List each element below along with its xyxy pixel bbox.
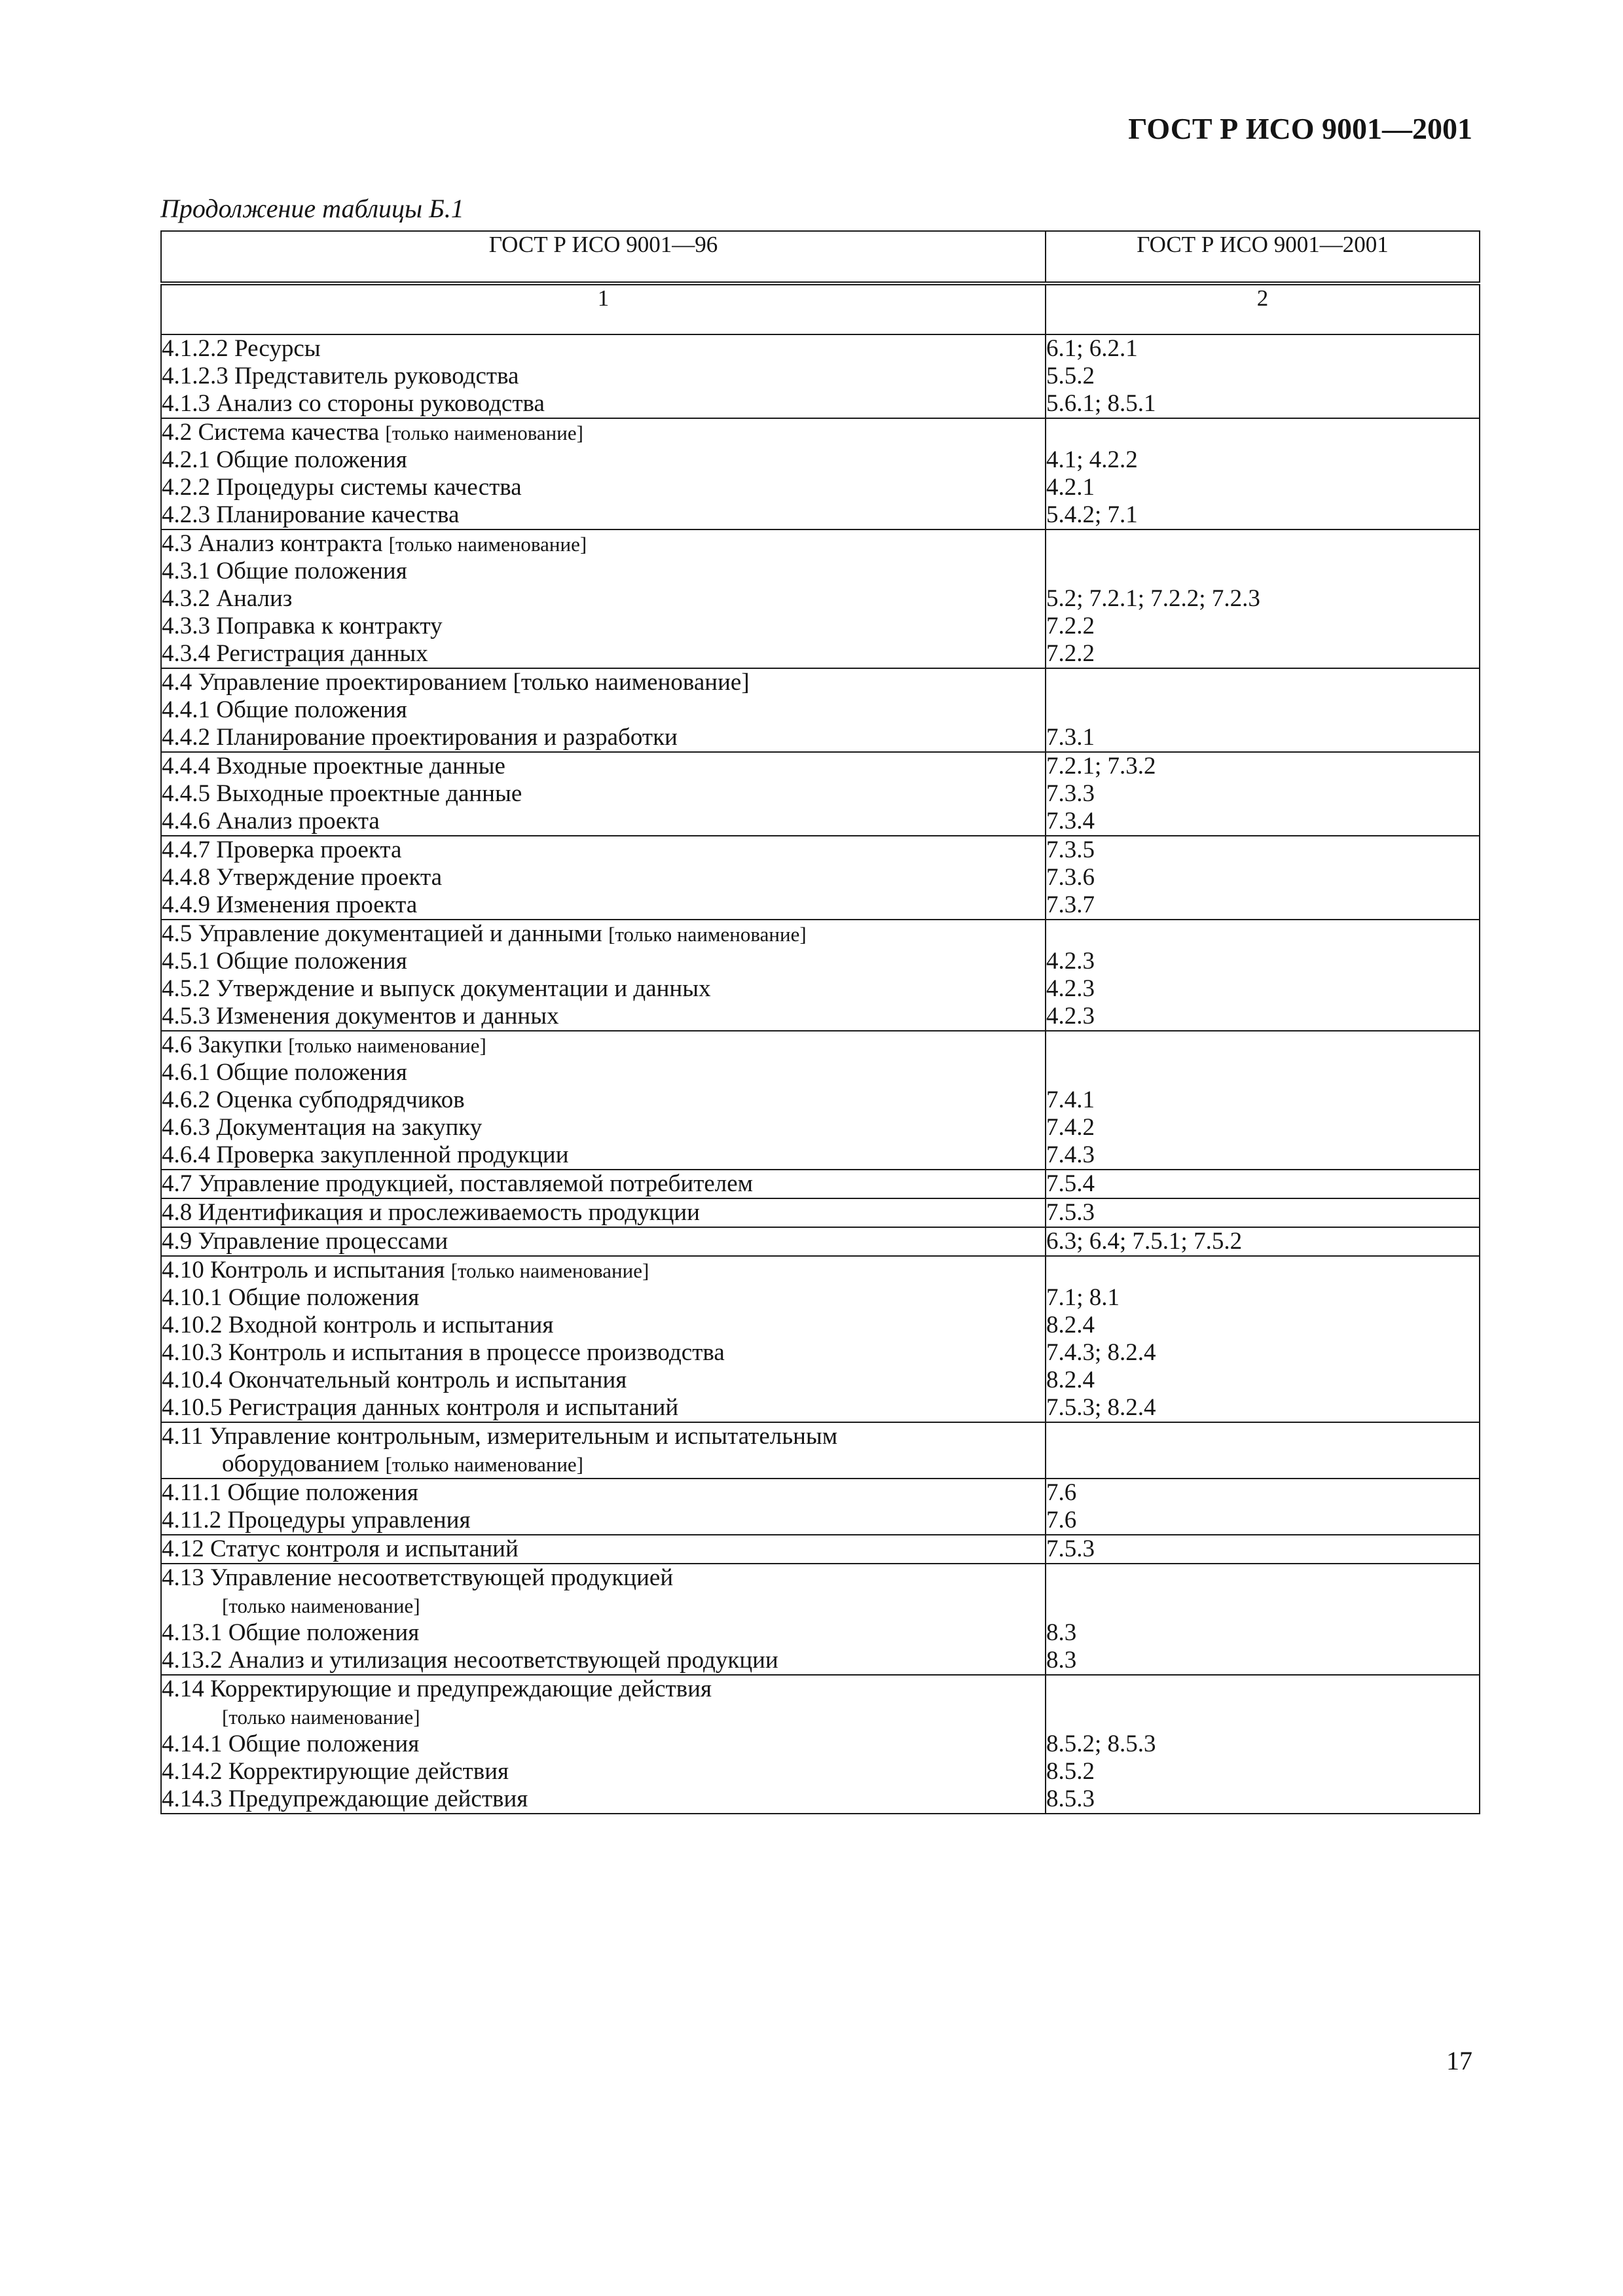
table-caption: Продолжение таблицы Б.1 [160, 194, 464, 223]
clause-cell-new [1046, 668, 1480, 752]
reference-line: 4.2.3 [1046, 948, 1095, 975]
clause-cell-new [1046, 1170, 1480, 1198]
clause-text: 4.5.2 Утверждение и выпуск документации и данных [162, 975, 711, 1002]
clause-line [162, 696, 1045, 724]
table-row [161, 1564, 1480, 1675]
column-header-old-standard: ГОСТ Р ИСО 9001—96 [161, 231, 1046, 283]
clause-cell-old [161, 1422, 1046, 1479]
clause-cell-old [161, 1031, 1046, 1170]
reference-line [1046, 419, 1479, 446]
clause-text: 4.1.3 Анализ со стороны руководства [162, 390, 545, 417]
clause-text: 4.2.1 Общие положения [162, 446, 407, 473]
reference-line [1046, 1592, 1479, 1619]
clause-line [162, 1647, 1045, 1674]
table-row [161, 1675, 1480, 1814]
clause-cell-old [161, 1227, 1046, 1256]
table-row [161, 1422, 1480, 1479]
clause-note: [только наименование] [288, 1034, 486, 1057]
reference-line: 7.4.2 [1046, 1114, 1095, 1141]
reference-line: 7.6 [1046, 1479, 1077, 1506]
clause-cell-new [1046, 418, 1480, 529]
clause-line [162, 1450, 1045, 1478]
reference-line: 6.3; 6.4; 7.5.1; 7.5.2 [1046, 1228, 1243, 1255]
clause-line [162, 1141, 1045, 1169]
clause-line [162, 1676, 1045, 1703]
clause-line [162, 808, 1045, 835]
clause-cell-new [1046, 1198, 1480, 1227]
clause-cell-old [161, 418, 1046, 529]
clause-text: 4.4 Управление проектированием [только наименование] [162, 669, 750, 696]
reference-line: 5.6.1; 8.5.1 [1046, 390, 1156, 417]
clause-text: оборудованием [222, 1450, 386, 1477]
clause-line [162, 1339, 1045, 1367]
reference-line: 6.1; 6.2.1 [1046, 335, 1138, 362]
clause-line [162, 585, 1045, 613]
reference-line [1046, 1703, 1479, 1731]
reference-line: 4.2.3 [1046, 975, 1095, 1002]
reference-line: 8.2.4 [1046, 1312, 1095, 1338]
clause-text: 4.3.4 Регистрация данных [162, 640, 428, 667]
clause-line [162, 1592, 1045, 1619]
table-row [161, 529, 1480, 668]
clause-cell-old [161, 1564, 1046, 1675]
clause-line [162, 1423, 1045, 1450]
clause-line [162, 1535, 1045, 1563]
clause-line [162, 335, 1045, 363]
clause-line [162, 1507, 1045, 1534]
clause-text: 4.4.7 Проверка проекта [162, 836, 402, 863]
reference-line: 7.1; 8.1 [1046, 1284, 1120, 1311]
clause-line [162, 1114, 1045, 1141]
clause-line [162, 1785, 1045, 1813]
clause-cell-new [1046, 334, 1480, 418]
clause-cell-old [161, 334, 1046, 418]
page-number: 17 [1446, 2046, 1472, 2075]
reference-line: 4.2.1 [1046, 474, 1095, 501]
clause-cell-old [161, 1198, 1046, 1227]
reference-line: 8.3 [1046, 1647, 1077, 1674]
reference-line: 7.3.4 [1046, 808, 1095, 834]
reference-line [1046, 530, 1479, 558]
clause-cell-old [161, 920, 1046, 1031]
clause-text: 4.6 Закупки [162, 1031, 289, 1058]
reference-line: 7.2.1; 7.3.2 [1046, 753, 1156, 780]
clause-cell-new [1046, 1227, 1480, 1256]
clause-cell-old [161, 752, 1046, 836]
clause-cell-new [1046, 1675, 1480, 1814]
clause-cell-new [1046, 920, 1480, 1031]
clause-line [162, 753, 1045, 780]
reference-line: 7.5.4 [1046, 1170, 1095, 1197]
clause-text: 4.8 Идентификация и прослеживаемость продукции [162, 1199, 700, 1226]
document-header: ГОСТ Р ИСО 9001—2001 [1128, 112, 1472, 145]
column-numbers-row [161, 283, 1480, 334]
clause-cell-old [161, 1535, 1046, 1564]
clause-cell-old [161, 1675, 1046, 1814]
table-row [161, 836, 1480, 920]
clause-line [162, 1312, 1045, 1339]
clause-note: [только наименование] [385, 422, 583, 444]
clause-text: 4.11.1 Общие положения [162, 1479, 418, 1506]
clause-text: 4.13.1 Общие положения [162, 1619, 420, 1646]
clause-cell-old [161, 668, 1046, 752]
clause-line [162, 501, 1045, 529]
clause-line [162, 1228, 1045, 1255]
reference-line: 7.3.1 [1046, 724, 1095, 751]
clause-line [162, 474, 1045, 501]
reference-line: 7.3.5 [1046, 836, 1095, 863]
column-number-2: 2 [1046, 283, 1480, 334]
clause-text: 4.9 Управление процессами [162, 1228, 448, 1255]
clause-text: 4.3.3 Поправка к контракту [162, 613, 443, 639]
clause-cell-old [161, 836, 1046, 920]
clause-text: 4.4.4 Входные проектные данные [162, 753, 505, 780]
clause-text: 4.4.5 Выходные проектные данные [162, 780, 522, 807]
clause-cell-new [1046, 1479, 1480, 1535]
clause-text: 4.14.1 Общие положения [162, 1731, 420, 1757]
clause-text: 4.12 Статус контроля и испытаний [162, 1535, 519, 1562]
reference-line [1046, 1676, 1479, 1703]
table-row [161, 1479, 1480, 1535]
clause-note: [только наименование] [608, 923, 807, 946]
clause-cell-new [1046, 1422, 1480, 1479]
clause-text: 4.5.1 Общие положения [162, 948, 407, 975]
table-row [161, 752, 1480, 836]
clause-cell-old [161, 1170, 1046, 1198]
clause-text: 4.6.3 Документация на закупку [162, 1114, 483, 1141]
clause-line [162, 613, 1045, 640]
clause-text: 4.7 Управление продукцией, поставляемой потребителем [162, 1170, 754, 1197]
reference-line: 7.3.7 [1046, 891, 1095, 918]
clause-line [162, 891, 1045, 919]
reference-line: 7.2.2 [1046, 613, 1095, 639]
reference-line: 7.3.3 [1046, 780, 1095, 807]
clause-line [162, 446, 1045, 474]
table-row [161, 1198, 1480, 1227]
clause-text: 4.4.8 Утверждение проекта [162, 864, 443, 891]
clause-cell-old [161, 1479, 1046, 1535]
reference-line [1046, 696, 1479, 724]
correspondence-table [160, 230, 1480, 1814]
table-row [161, 1227, 1480, 1256]
clause-text: 4.14 Корректирующие и предупреждающие действия [162, 1676, 712, 1702]
clause-line [162, 1086, 1045, 1114]
clause-cell-new [1046, 752, 1480, 836]
clause-line [162, 640, 1045, 668]
reference-line: 7.2.2 [1046, 640, 1095, 667]
clause-line [162, 1367, 1045, 1394]
clause-text: 4.4.1 Общие положения [162, 696, 407, 723]
reference-line: 4.1; 4.2.2 [1046, 446, 1138, 473]
reference-line: 7.6 [1046, 1507, 1077, 1534]
clause-line [162, 975, 1045, 1003]
reference-line: 8.5.2 [1046, 1758, 1095, 1785]
table-row [161, 1170, 1480, 1198]
reference-line [1046, 558, 1479, 585]
reference-line: 5.5.2 [1046, 363, 1095, 389]
reference-line: 8.3 [1046, 1619, 1077, 1646]
reference-line [1046, 669, 1479, 696]
clause-note: [только наименование] [385, 1453, 583, 1476]
clause-cell-new [1046, 1031, 1480, 1170]
clause-line [162, 1257, 1045, 1284]
clause-line [162, 1199, 1045, 1227]
clause-text: 4.14.3 Предупреждающие действия [162, 1785, 528, 1812]
clause-line [162, 948, 1045, 975]
clause-text: 4.6.2 Оценка субподрядчиков [162, 1086, 465, 1113]
table-row [161, 1535, 1480, 1564]
clause-note: [только наименование] [222, 1706, 420, 1729]
reference-line [1046, 1450, 1479, 1478]
reference-line: 7.4.3; 8.2.4 [1046, 1339, 1156, 1366]
clause-text: 4.2.2 Процедуры системы качества [162, 474, 522, 501]
clause-text: 4.13.2 Анализ и утилизация несоответствующей продукции [162, 1647, 778, 1674]
reference-line [1046, 1564, 1479, 1592]
clause-text: 4.10.2 Входной контроль и испытания [162, 1312, 554, 1338]
clause-text: 4.6.4 Проверка закупленной продукции [162, 1141, 569, 1168]
clause-text: 4.10.5 Регистрация данных контроля и испытаний [162, 1394, 679, 1421]
clause-text: 4.11 Управление контрольным, измерительным и испытательным [162, 1423, 838, 1450]
clause-text: 4.3.1 Общие положения [162, 558, 407, 584]
clause-line [162, 1394, 1045, 1422]
table-header-row [161, 231, 1480, 283]
clause-note: [только наименование] [222, 1594, 420, 1617]
reference-line: 7.5.3; 8.2.4 [1046, 1394, 1156, 1421]
clause-text: 4.5.3 Изменения документов и данных [162, 1003, 559, 1030]
clause-text: 4.2.3 Планирование качества [162, 501, 460, 528]
clause-cell-old [161, 529, 1046, 668]
clause-cell-old [161, 1256, 1046, 1422]
column-number-1: 1 [161, 283, 1046, 334]
clause-line [162, 1703, 1045, 1731]
clause-text: 4.4.6 Анализ проекта [162, 808, 380, 834]
reference-line: 7.5.3 [1046, 1199, 1095, 1226]
reference-line: 4.2.3 [1046, 1003, 1095, 1030]
table-row [161, 1256, 1480, 1422]
clause-line [162, 1758, 1045, 1785]
clause-line [162, 530, 1045, 558]
clause-line [162, 1731, 1045, 1758]
reference-line [1046, 920, 1479, 948]
reference-line: 5.4.2; 7.1 [1046, 501, 1138, 528]
reference-line [1046, 1423, 1479, 1450]
clause-line [162, 1564, 1045, 1592]
clause-line [162, 1284, 1045, 1312]
clause-text: 4.14.2 Корректирующие действия [162, 1758, 509, 1785]
clause-line [162, 836, 1045, 864]
clause-line [162, 669, 1045, 696]
clause-line [162, 864, 1045, 891]
clause-text: 4.10.3 Контроль и испытания в процессе производства [162, 1339, 725, 1366]
reference-line: 7.5.3 [1046, 1535, 1095, 1562]
clause-line [162, 1059, 1045, 1086]
reference-line [1046, 1059, 1479, 1086]
table-row [161, 668, 1480, 752]
clause-text: 4.6.1 Общие положения [162, 1059, 407, 1086]
clause-text: 4.4.2 Планирование проектирования и разработки [162, 724, 678, 751]
clause-line [162, 724, 1045, 751]
clause-line [162, 558, 1045, 585]
clause-text: 4.10 Контроль и испытания [162, 1257, 451, 1283]
reference-line: 7.3.6 [1046, 864, 1095, 891]
clause-line [162, 419, 1045, 446]
clause-line [162, 1170, 1045, 1198]
clause-line [162, 920, 1045, 948]
clause-line [162, 1619, 1045, 1647]
clause-note: [только наименование] [388, 533, 587, 556]
clause-line [162, 390, 1045, 418]
clause-cell-new [1046, 1564, 1480, 1675]
reference-line: 8.5.2; 8.5.3 [1046, 1731, 1156, 1757]
clause-cell-new [1046, 1535, 1480, 1564]
reference-line [1046, 1257, 1479, 1284]
clause-text: 4.2 Система качества [162, 419, 386, 446]
clause-cell-new [1046, 1256, 1480, 1422]
reference-line [1046, 1031, 1479, 1059]
clause-text: 4.3.2 Анализ [162, 585, 293, 612]
reference-line: 7.4.1 [1046, 1086, 1095, 1113]
clause-text: 4.11.2 Процедуры управления [162, 1507, 471, 1534]
clause-text: 4.3 Анализ контракта [162, 530, 389, 557]
clause-line [162, 363, 1045, 390]
clause-text: 4.1.2.2 Ресурсы [162, 335, 321, 362]
clause-line [162, 1003, 1045, 1030]
clause-line [162, 1479, 1045, 1507]
reference-line: 8.2.4 [1046, 1367, 1095, 1393]
reference-line: 8.5.3 [1046, 1785, 1095, 1812]
reference-line: 5.2; 7.2.1; 7.2.2; 7.2.3 [1046, 585, 1260, 612]
table-row [161, 334, 1480, 418]
column-header-new-standard: ГОСТ Р ИСО 9001—2001 [1046, 231, 1480, 283]
clause-text: 4.1.2.3 Представитель руководства [162, 363, 519, 389]
clause-cell-new [1046, 529, 1480, 668]
table-row [161, 418, 1480, 529]
table-row [161, 1031, 1480, 1170]
clause-cell-new [1046, 836, 1480, 920]
clause-text: 4.5 Управление документацией и данными [162, 920, 609, 947]
clause-text: 4.4.9 Изменения проекта [162, 891, 418, 918]
reference-line: 7.4.3 [1046, 1141, 1095, 1168]
clause-line [162, 1031, 1045, 1059]
clause-text: 4.10.1 Общие положения [162, 1284, 420, 1311]
clause-line [162, 780, 1045, 808]
clause-note: [только наименование] [450, 1259, 649, 1282]
clause-text: 4.10.4 Окончательный контроль и испытания [162, 1367, 627, 1393]
table-row [161, 920, 1480, 1031]
clause-text: 4.13 Управление несоответствующей продукцией [162, 1564, 674, 1591]
table-body [161, 334, 1480, 1814]
